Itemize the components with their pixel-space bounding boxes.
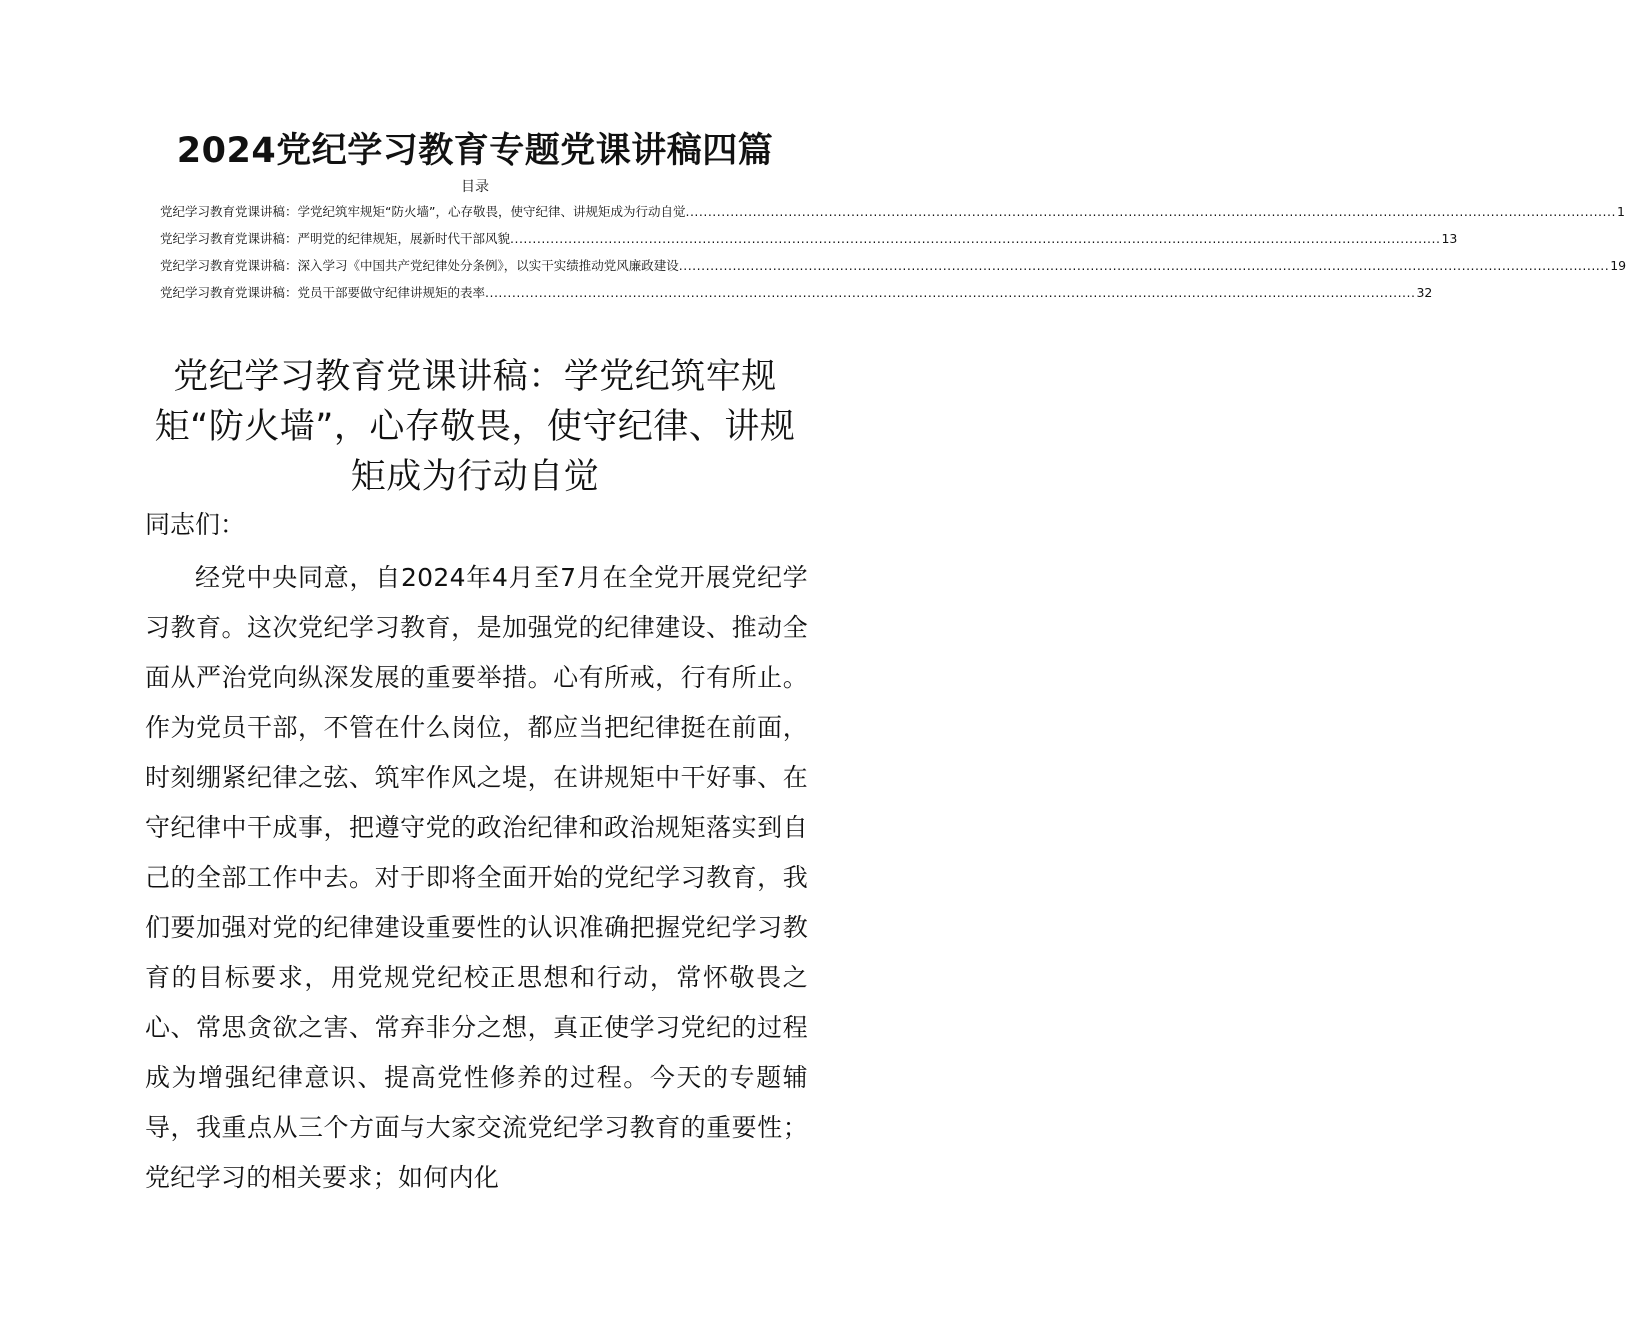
salutation: 同志们： bbox=[145, 510, 246, 539]
document-title: 2024党纪学习教育专题党课讲稿四篇 bbox=[176, 131, 774, 171]
toc-leader-dots bbox=[679, 256, 1609, 276]
toc-entry-page: 13 bbox=[1441, 231, 1458, 246]
section-title: 党纪学习教育党课讲稿：学党纪筑牢规矩“防火墙”，心存敬畏，使守纪律、讲规矩成为行动自觉 bbox=[154, 357, 796, 497]
toc-entry[interactable] bbox=[160, 256, 1626, 283]
toc-heading: 目录 bbox=[461, 179, 489, 195]
toc-entry[interactable] bbox=[160, 283, 1433, 310]
toc-entry-page: 32 bbox=[1416, 285, 1433, 300]
toc-entry-text: 党纪学习教育党课讲稿：学党纪筑牢规矩“防火墙”，心存敬畏，使守纪律、讲规矩成为行动自觉 bbox=[160, 204, 686, 219]
toc-entry-text: 党纪学习教育党课讲稿：严明党的纪律规矩，展新时代干部风貌 bbox=[160, 231, 511, 246]
toc-leader-dots bbox=[485, 283, 1415, 303]
toc-leader-dots bbox=[685, 202, 1615, 222]
toc-entry[interactable] bbox=[160, 229, 1458, 256]
table-of-contents bbox=[160, 202, 1626, 310]
toc-entry-text: 党纪学习教育党课讲稿：党员干部要做守纪律讲规矩的表率 bbox=[160, 285, 486, 300]
toc-leader-dots bbox=[510, 229, 1440, 249]
toc-entry[interactable] bbox=[160, 202, 1625, 229]
body-paragraph: 经党中央同意，自2024年4月至7月在全党开展党纪学习教育。这次党纪学习教育，是加强党的纪律建设、推动全面从严治党向纵深发展的重要举措。心有所戒，行有所止。作为党员干部，不管在什么岗位，都应当把纪律挺在前面，时刻绷紧纪律之弦、筑牢作风之堤，在讲规矩中干好事、在守纪律中干成事，把遵守党的政治纪律和政治规矩落实到自己的全部工作中去。对于即将全面开始的党纪学习教育，我们要加强对党的纪律建设重要性的认识准确把握党纪学习教育的目标要求，用党规党纪校正思想和行动，常怀敬畏之心、常思贪欲之害、常弃非分之想，真正使学习党纪的过程成为增强纪律意识、提高党性修养的过程。今天的专题辅导，我重点从三个方面与大家交流党纪学习教育的重要性；党纪学习的相关要求；如何内化 bbox=[145, 563, 808, 1192]
toc-entry-page: 1 bbox=[1616, 204, 1625, 219]
toc-entry-text: 党纪学习教育党课讲稿：深入学习《中国共产党纪律处分条例》，以实干实绩推动党风廉政建设 bbox=[160, 258, 679, 273]
toc-entry-page: 19 bbox=[1610, 258, 1626, 273]
